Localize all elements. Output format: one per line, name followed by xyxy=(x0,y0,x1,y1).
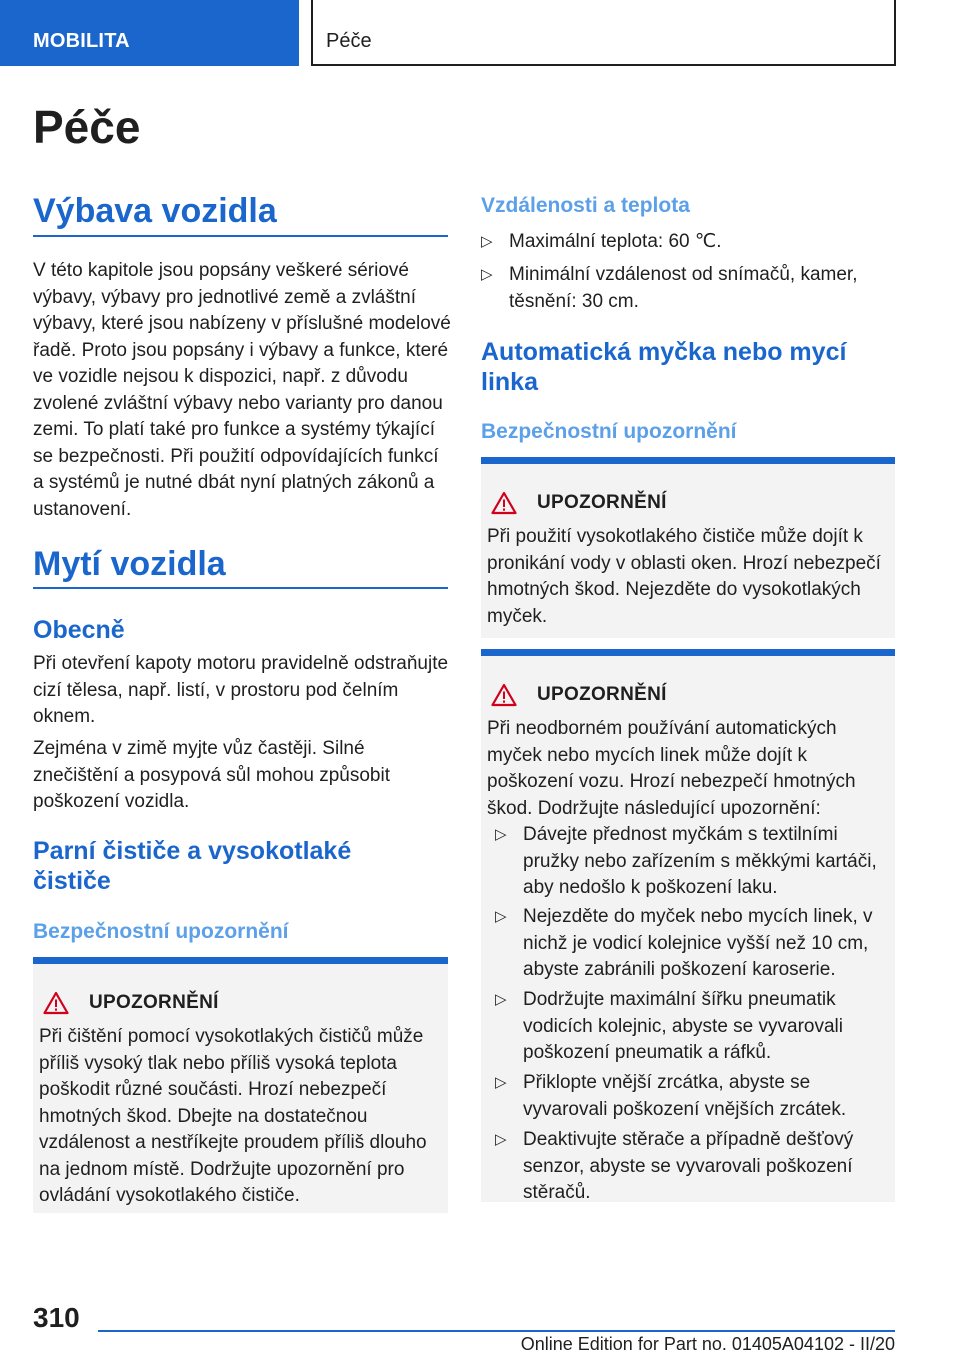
heading-vzdalenosti-teplota: Vzdálenosti a teplota xyxy=(481,194,690,217)
heading-automaticka-mycka: Automatická myčka nebo mycí linka xyxy=(481,338,847,396)
warning-title: UPOZORNĚNÍ xyxy=(537,492,667,513)
obecne-paragraph-2: Zejména v zimě myjte vůz častěji. Silné znečištění a posypová sůl mohou způsobit poškození vozidla. xyxy=(33,738,390,812)
heading-myti-vozidla: Mytí vozidla xyxy=(33,545,226,583)
bullet-triangle-icon: ▷ xyxy=(495,1074,507,1091)
page-title: Péče xyxy=(33,101,141,153)
warning-box: UPOZORNĚNÍ Při neodborném používání automatických myček nebo mycích linek může dojít k poškození vozu. Hrozí nebezpečí hmotných škod. Dodržujte následující upozornění: ▷ Dávejte přednost myčkám s textilními pružky nebo zařízením s měkkými kartáči, aby nedošlo k poškození laku. ▷ Nejezděte do myček nebo mycích linek, v nichž je vodicí kolejnice vyšší než 10 cm, abyste zabránili poškození karoserie. ▷ Dodržujte maximální šířku pneumatik vodicích kolejnic, abyste se vyvarovali poškození pneumatik a ráfků. ▷ Přiklopte vnější zrcátka, abyste se vyvarovali poškození vnějších zrcátek. ▷ Deaktivujte stěrače a případně dešťový senzor, abyste se vyvarovali poškození stěračů. xyxy=(481,649,895,1202)
footer-edition: Online Edition for Part no. 01405A04102 - II/20 xyxy=(520,1334,895,1354)
heading-parni-cistice: Parní čističe a vysokotlaké čističe xyxy=(33,837,352,895)
footer-rule xyxy=(98,1330,895,1332)
heading-obecne: Obecně xyxy=(33,616,125,644)
warning-text: Při neodborném používání automatických myček nebo mycích linek může dojít k poškození vozu. Hrozí nebezpečí hmotných škod. Dodržujte následující upozornění: xyxy=(487,718,856,819)
warning-box xyxy=(481,457,895,638)
obecne-paragraph-1: Při otevření kapoty motoru pravidelně odstraňujte cizí tělesa, např. listí, v prostoru pod čelním oknem. xyxy=(33,653,449,727)
chapter-label: Péče xyxy=(311,0,896,66)
bullet-triangle-icon: ▷ xyxy=(495,908,507,925)
bullet-triangle-icon: ▷ xyxy=(481,266,493,283)
warning-triangle-icon xyxy=(491,491,517,515)
page-number: 310 xyxy=(33,1302,80,1333)
warning-title: UPOZORNĚNÍ xyxy=(89,992,219,1013)
heading-rule xyxy=(33,235,448,237)
bullet-triangle-icon: ▷ xyxy=(481,233,493,250)
heading-rule xyxy=(33,587,448,589)
warning-triangle-icon xyxy=(43,991,69,1015)
warning-text: Při použití vysokotlakého čističe může dojít k pronikání vody v oblasti oken. Hrozí nebezpečí hmotných škod. Nejezděte do vysokotlakých myček. xyxy=(487,526,881,627)
warning-triangle-icon xyxy=(491,683,517,707)
bullet-triangle-icon: ▷ xyxy=(495,826,507,843)
warning-box xyxy=(33,957,448,1213)
bullet-triangle-icon: ▷ xyxy=(495,991,507,1008)
heading-vybava-vozidla: Výbava vozidla xyxy=(33,192,277,230)
section-tab: MOBILITA xyxy=(0,0,299,66)
warning-title: UPOZORNĚNÍ xyxy=(537,684,667,705)
heading-bezpecnostni-upozorneni: Bezpečnostní upozornění xyxy=(481,420,737,443)
bullet-triangle-icon: ▷ xyxy=(495,1131,507,1148)
vybava-paragraph: V této kapitole jsou popsány veškeré sériové výbavy, výbavy pro jednotlivé země a zvláštní výbavy, které jsou nabízeny v příslušné modelové řadě. Proto jsou popsány i výbavy a funkce, které ve vozidle nejsou k dispozici, např. z důvodu zvolené zvláštní výbavy nebo varianty pro danou zemi. To platí také pro funkce a systémy týkající se bezpečnosti. Při použití odpovídajících funkcí a systémů je nutné dbát nyní platných zákonů a ustanovení. xyxy=(33,260,451,520)
heading-bezpecnostni-upozorneni: Bezpečnostní upozornění xyxy=(33,920,289,943)
warning-text: Při čištění pomocí vysokotlakých čističů může příliš vysoký tlak nebo příliš vysoká teplota poškodit různé součásti. Hrozí nebezpečí hmotných škod. Dbejte na dostatečnou vzdálenost a nestříkejte proudem příliš dlouho na jednom místě. Dodržujte upozornění pro ovládání vysokotlakého čističe. xyxy=(39,1026,427,1206)
